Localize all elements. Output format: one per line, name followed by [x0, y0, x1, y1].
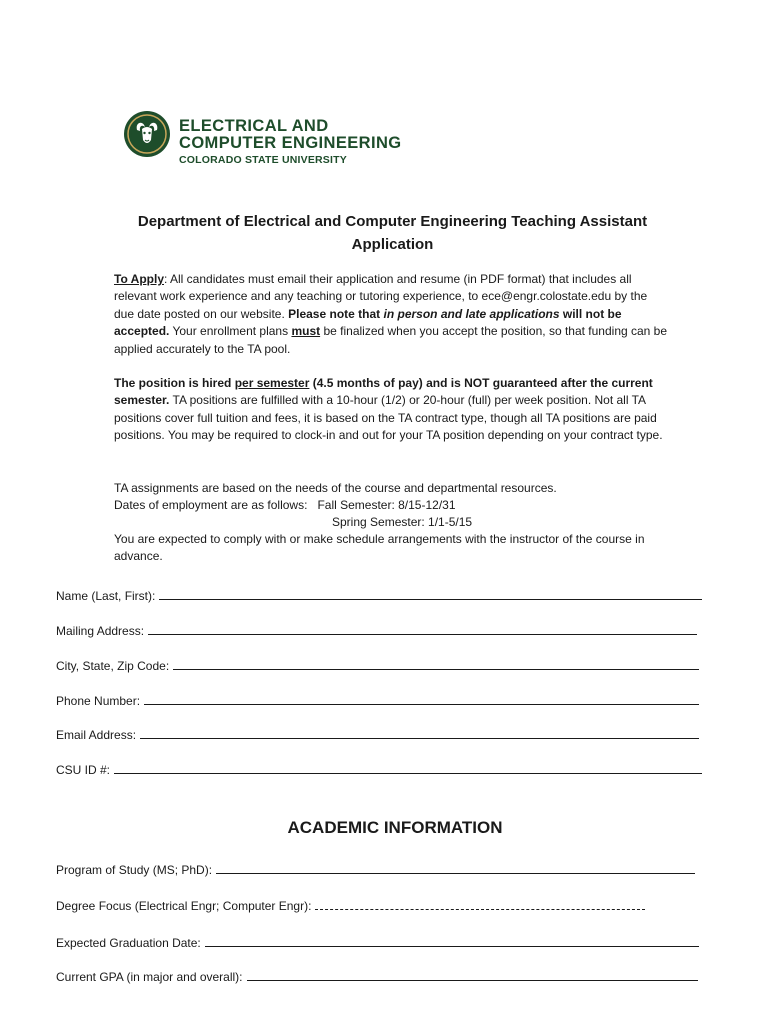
- position-per-semester: per semester: [234, 376, 310, 390]
- program-label: Program of Study (MS; PhD):: [56, 863, 213, 877]
- dates-label: Dates of employment are as follows:: [114, 498, 308, 512]
- academic-heading: ACADEMIC INFORMATION: [287, 818, 503, 837]
- position-bold-a: The position is hired: [114, 376, 235, 390]
- city-state-zip-field[interactable]: [56, 655, 699, 673]
- phone-field[interactable]: [56, 690, 699, 708]
- position-paragraph: [114, 375, 670, 445]
- email-input-line[interactable]: [140, 726, 699, 739]
- csu-ram-icon: [123, 110, 171, 158]
- program-input-line[interactable]: [216, 861, 695, 874]
- ece-logo: [123, 110, 423, 170]
- apply-must: must: [291, 324, 321, 339]
- mailing-label: Mailing Address:: [56, 624, 145, 638]
- csu-id-input-line[interactable]: [114, 761, 702, 774]
- email-label: Email Address:: [56, 728, 137, 742]
- phone-label: Phone Number:: [56, 694, 141, 708]
- apply-bold2: will not be accepted.: [114, 306, 622, 339]
- degree-input-line[interactable]: [315, 897, 645, 910]
- gpa-field[interactable]: [56, 966, 698, 984]
- gpa-label: Current GPA (in major and overall):: [56, 970, 243, 984]
- fall-semester: Fall Semester: 8/15-12/31: [317, 498, 456, 512]
- title-line2: Application: [351, 236, 434, 253]
- degree-focus-field[interactable]: [56, 895, 702, 913]
- position-bold-b: (4.5 months of pay) and is NOT guaranteed after the current semester.: [114, 376, 653, 408]
- dates-row-fall: [114, 497, 456, 514]
- apply-text3: be finalized when you accept the position, so that funding can be applied accurately to the TA pool.: [114, 324, 668, 356]
- apply-text1: : All candidates must email their application and resume (in PDF format) that includes all relevant work experience and any teaching or tutoring experience, to ece@engr.colostate.edu by the due date posted on our website.: [114, 272, 648, 321]
- name-field[interactable]: [56, 585, 702, 603]
- program-field[interactable]: [56, 859, 695, 877]
- apply-paragraph: [114, 271, 670, 358]
- apply-text2: Your enrollment plans: [169, 324, 292, 339]
- gpa-input-line[interactable]: [247, 968, 698, 981]
- degree-label: Degree Focus (Electrical Engr; Computer Engr):: [56, 899, 312, 913]
- apply-lead: To Apply: [114, 272, 164, 286]
- logo-text-line1: ELECTRICAL AND: [179, 117, 329, 135]
- email-field[interactable]: [56, 724, 699, 742]
- position-text: TA positions are fulfilled with a 10-hour (1/2) or 20-hour (full) per week position. Not all TA positions cover full tuition and fees, it is based on the TA contract type, though all TA positions are paid positions. You may be required to clock-in and out for your TA position depending on your contract type.: [114, 393, 663, 443]
- title-line1: Department of Electrical and Computer Engineering Teaching Assistant: [137, 213, 648, 230]
- name-label: Name (Last, First):: [56, 589, 156, 603]
- graduation-input-line[interactable]: [205, 934, 699, 947]
- mailing-input-line[interactable]: [148, 622, 697, 635]
- comply-paragraph: You are expected to comply with or make schedule arrangements with the instructor of the course in advance.: [114, 532, 645, 564]
- document-title: [100, 210, 685, 256]
- phone-input-line[interactable]: [144, 692, 699, 705]
- dates-row-spring: [114, 514, 472, 531]
- name-input-line[interactable]: [159, 587, 702, 600]
- city-input-line[interactable]: [173, 657, 699, 670]
- logo-text-line2: COMPUTER ENGINEERING: [179, 134, 402, 152]
- spring-semester: Spring Semester: 1/1-5/15: [332, 515, 473, 529]
- graduation-date-field[interactable]: [56, 932, 699, 950]
- csu-id-field[interactable]: [56, 759, 702, 777]
- assignments-line: TA assignments are based on the needs of the course and departmental resources.: [114, 481, 557, 495]
- graduation-label: Expected Graduation Date:: [56, 936, 201, 950]
- logo-text-line3: COLORADO STATE UNIVERSITY: [179, 154, 347, 166]
- csu-id-label: CSU ID #:: [56, 763, 111, 777]
- apply-bold1: Please note that: [288, 306, 384, 321]
- city-label: City, State, Zip Code:: [56, 659, 170, 673]
- mailing-address-field[interactable]: [56, 620, 697, 638]
- apply-bolditalic: in person and late applications: [383, 306, 560, 321]
